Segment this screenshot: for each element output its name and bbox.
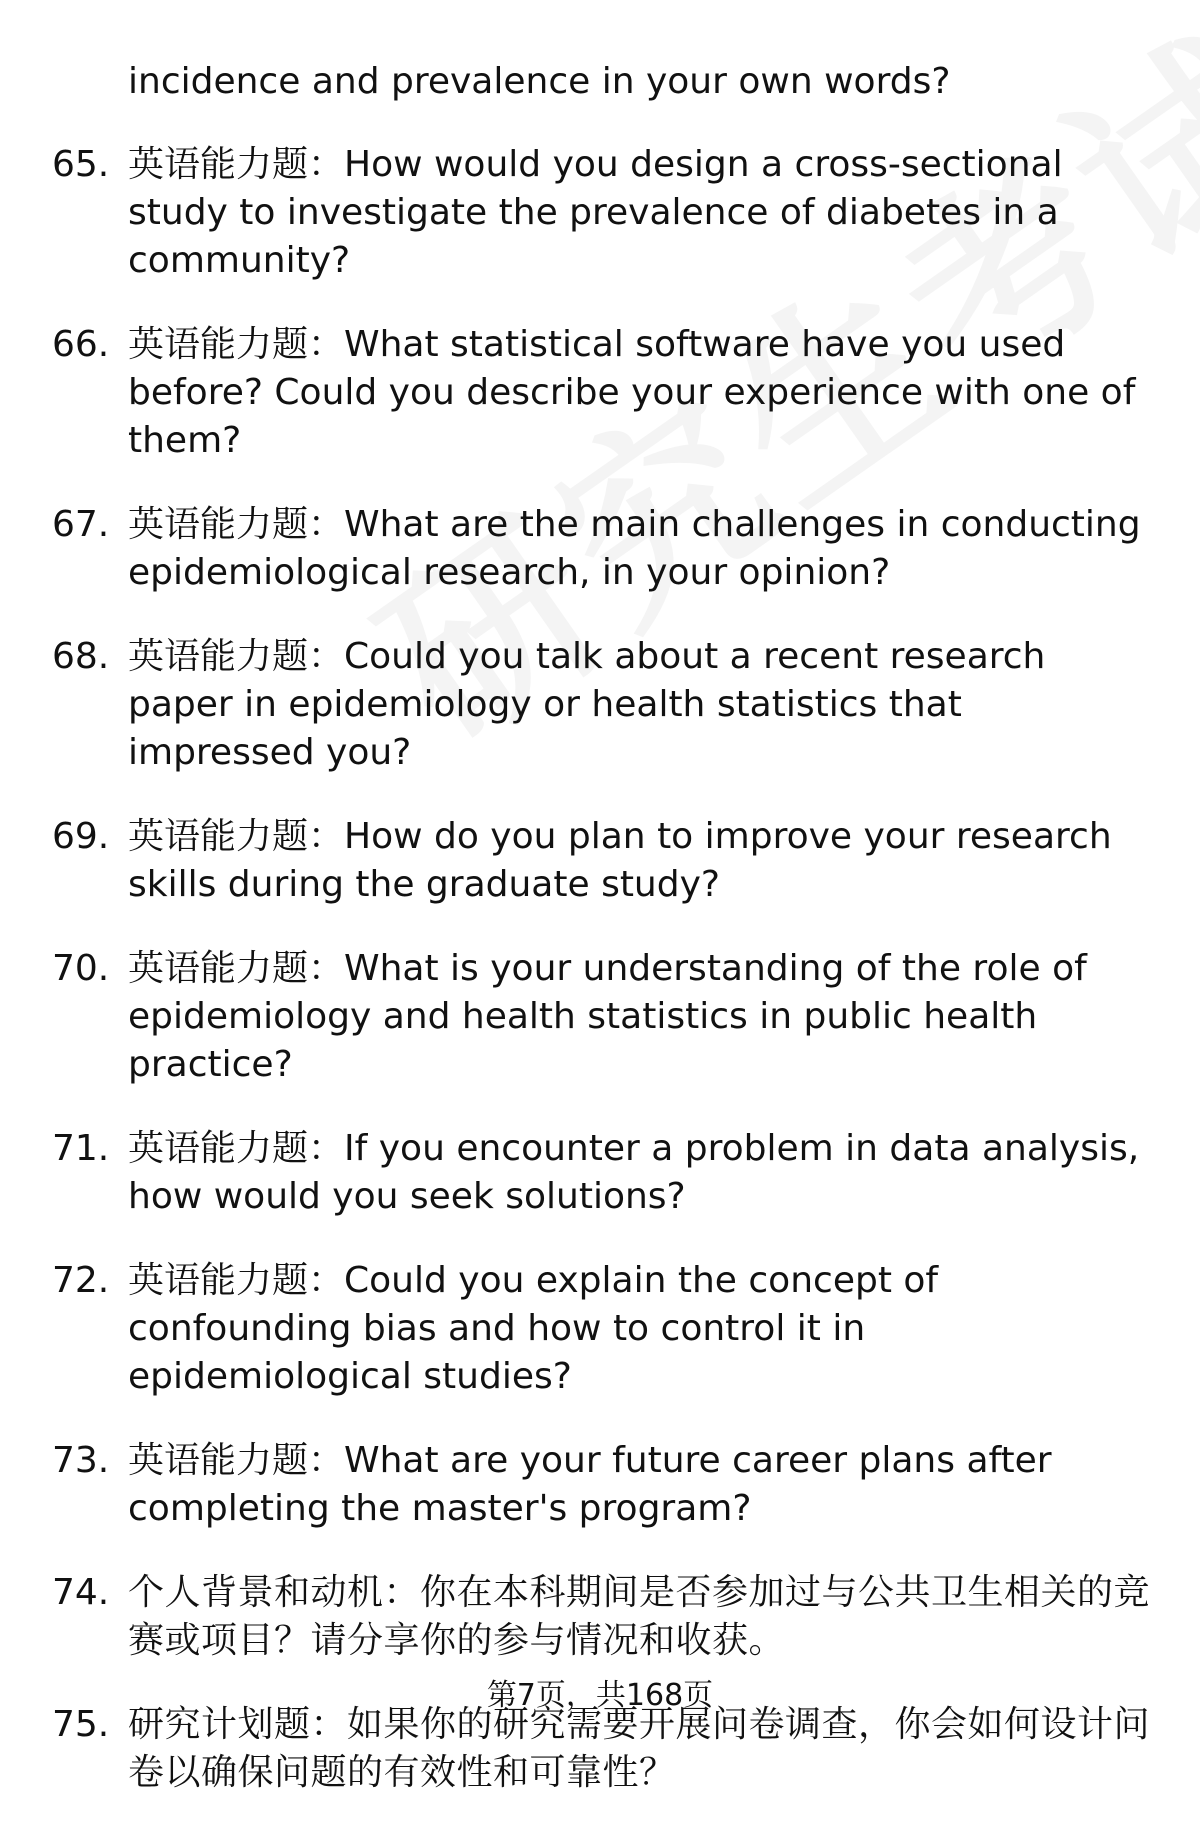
question-item-72 <box>0 1257 1200 1401</box>
question-text: 英语能力题：Could you explain the concept of confounding bias and how to control it in epidemiological studies? <box>128 1260 939 1397</box>
question-text: 英语能力题：What statistical software have you used before? Could you describe your experience with one of them? <box>128 324 1136 461</box>
question-text: 英语能力题：How would you design a cross-sectional study to investigate the prevalence of diabetes in a community? <box>128 144 1063 281</box>
page-footer: 第7页，共168页 <box>486 1678 714 1713</box>
question-text: 英语能力题：If you encounter a problem in data analysis, how would you seek solutions? <box>128 1128 1140 1217</box>
question-item-73 <box>0 1437 1200 1533</box>
question-text: 英语能力题：How do you plan to improve your research skills during the graduate study? <box>128 816 1112 905</box>
question-text: 研究计划题：如果你的研究需要开展问卷调查，你会如何设计问卷以确保问题的有效性和可靠性？ <box>128 1704 1151 1793</box>
question-number: 71. <box>52 1128 110 1169</box>
question-number: 68. <box>52 636 110 677</box>
question-number: 72. <box>52 1260 110 1301</box>
question-number: 67. <box>52 504 110 545</box>
question-item-70 <box>0 945 1200 1089</box>
question-item-68 <box>0 633 1200 777</box>
question-item-71 <box>0 1125 1200 1221</box>
question-number: 70. <box>52 948 110 989</box>
question-text: 英语能力题：What are the main challenges in conducting epidemiological research, in your opinion? <box>128 504 1141 593</box>
question-number: 66. <box>52 324 110 365</box>
continued-question-text: incidence and prevalence in your own words? <box>128 61 951 102</box>
question-number: 74. <box>52 1572 110 1613</box>
question-item-67 <box>0 501 1200 597</box>
question-text: 英语能力题：Could you talk about a recent research paper in epidemiology or health statistics that impressed you? <box>128 636 1046 773</box>
question-list <box>0 141 1200 1833</box>
question-item-65 <box>0 141 1200 285</box>
question-number: 75. <box>52 1704 110 1745</box>
question-text: 英语能力题：What is your understanding of the role of epidemiology and health statistics in public health practice? <box>128 948 1087 1085</box>
question-number: 69. <box>52 816 110 857</box>
question-text: 个人背景和动机：你在本科期间是否参加过与公共卫生相关的竞赛或项目？请分享你的参与情况和收获。 <box>128 1572 1151 1661</box>
question-item-66 <box>0 321 1200 465</box>
question-text: 英语能力题：What are your future career plans after completing the master's program? <box>128 1440 1052 1529</box>
question-item-74 <box>0 1569 1200 1665</box>
question-item-69 <box>0 813 1200 909</box>
question-number: 65. <box>52 144 110 185</box>
question-number: 73. <box>52 1440 110 1481</box>
